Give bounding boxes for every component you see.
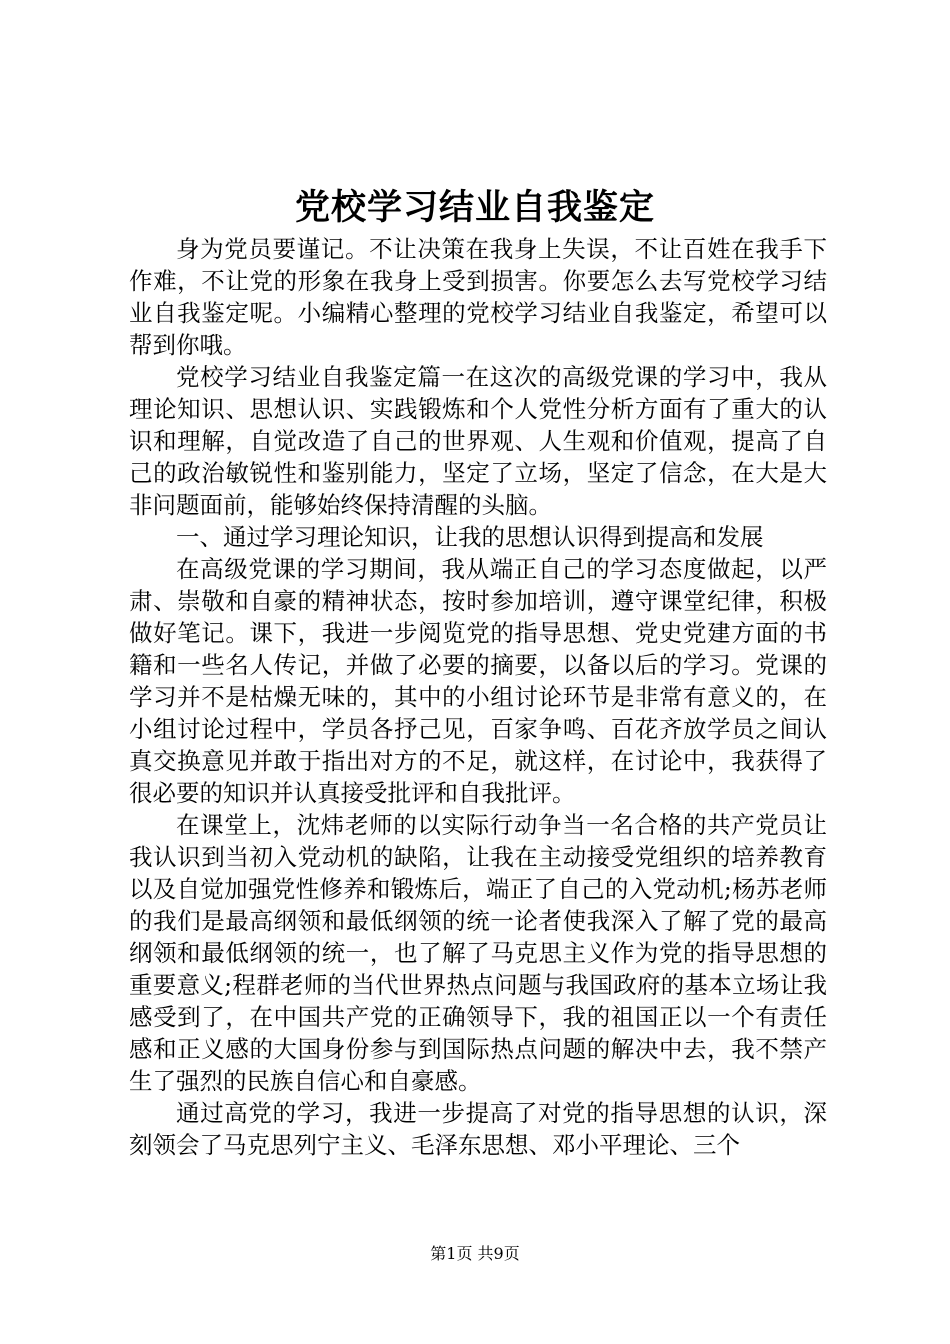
document-title: 党校学习结业自我鉴定 <box>294 187 655 228</box>
paragraph-study-period: 在高级党课的学习期间，我从端正自己的学习态度做起，以严肃、崇敬和自豪的精神状态，按时参加培训，遵守课堂纪律，积极做好笔记。课下，我进一步阅览党的指导思想、党史党建方面的书籍和一些名人传记，并做了必要的摘要，以备以后的学习。党课的学习并不是枯燥无味的，其中的小组讨论环节是非常有意义的，在小组讨论过程中，学员各抒己见，百家争鸣、百花齐放学员之间认真交换意见并敢于指出对方的不足，就这样，在讨论中，我获得了很必要的知识并认真接受批评和自我批评。 <box>129 555 827 807</box>
paragraph-conclusion: 通过高党的学习，我进一步提高了对党的指导思想的认识，深刻领会了马克思列宁主义、毛泽东思想、邓小平理论、三个 <box>129 1099 827 1159</box>
section-heading: 一、通过学习理论知识，让我的思想认识得到提高和发展 <box>176 523 764 551</box>
paragraph-classroom: 在课堂上，沈炜老师的以实际行动争当一名合格的共产党员让我认识到当初入党动机的缺陷，让我在主动接受党组织的培养教育以及自觉加强党性修养和锻炼后，端正了自己的入党动机;杨苏老师的我们是最高纲领和最低纲领的统一论者使我深入了解了党的最高纲领和最低纲领的统一，也了解了马克思主义作为党的指导思想的重要意义;程群老师的当代世界热点问题与我国政府的基本立场让我感受到了，在中国共产党的正确领导下，我的祖国正以一个有责任感和正义感的大国身份参与到国际热点问题的解决中去，我不禁产生了强烈的民族自信心和自豪感。 <box>129 811 827 1095</box>
paragraph-intro: 身为党员要谨记。不让决策在我身上失误，不让百姓在我手下作难，不让党的形象在我身上受到损害。你要怎么去写党校学习结业自我鉴定呢。小编精心整理的党校学习结业自我鉴定，希望可以帮到你哦。 <box>129 235 827 359</box>
page-number: 第1页 共9页 <box>430 1244 520 1263</box>
paragraph-part-one: 党校学习结业自我鉴定篇一在这次的高级党课的学习中，我从理论知识、思想认识、实践锻炼和个人党性分析方面有了重大的认识和理解，自觉改造了自己的世界观、人生观和价值观，提高了自己的政治敏锐性和鉴别能力，坚定了立场，坚定了信念，在大是大非问题面前，能够始终保持清醒的头脑。 <box>129 363 827 519</box>
document-body <box>129 233 827 1161</box>
